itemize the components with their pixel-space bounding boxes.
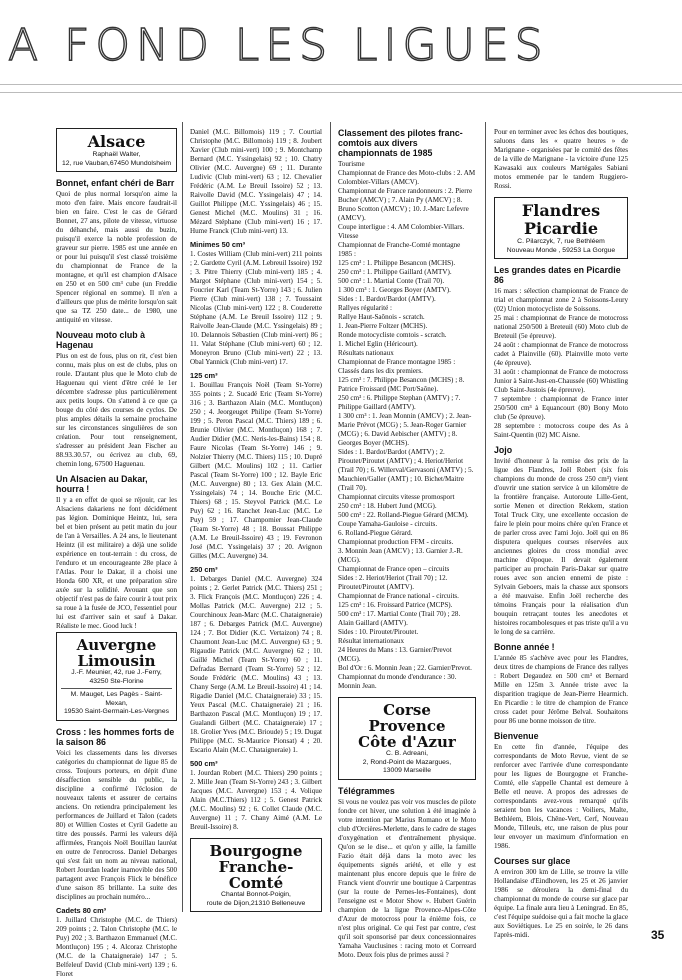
correspondent-address: C. Pilarczyk, 7, rue Bethléem xyxy=(517,238,605,245)
article-body: 16 mars : sélection championnat de France de trial et championnat zone 2 à Soissons-Leury (02) Union motocycliste de Soissons. 25 mai : championnat de France de motocross national 250/500 à Breteuil (60) Moto club de Breteuil (5e épreuve). 24 août : championnat de France de motocross cadet à Plainville (60). Plainville moto verte (4e épreuve). 31 août : championnat de France de motocross Junior à Saint-Just-en-Chaussée (60) Whistling Club Saint-Justois (4e épreuve). 7 septembre : championnat de France inter 250/500 cm³ à Equancourt (80) Bony Moto club (5e épreuve). 28 septembre : motocross coupe des As à Saint-Quentin (02) MC Aisne. xyxy=(494,287,628,439)
results-list: 1. Jourdan Robert (M.C. Thiers) 290 points ; 2. Mille Jean (Team St-Yorre) 243 ; 3. Gilbert Jacques (M.C. Auvergne) 153 ; 4. Volique Alain (M.C.Thiers) 112 ; 5. Genest Patrick (M.C. Moulins) 92 ; 6. Collet Claude (M.C. Auvergne) 11 ; 7. Chany Aimé (A.M. Le Breuil-Issoire) 8. xyxy=(190,769,322,831)
results-list: 1. Bouillau François Noël (Team St-Yorre) 355 points ; 2. Sucadé Eric (Team St-Yorre) 316 ; 3. Barthazon Alain (M.C. Montluçon) 250 ; 4. Jeorgeuget Philipe (Team St-Yorre) 199 ; 5. Peron Pascal (M.C. Thiers) 189 ; 6. Brunie Olivier (M.C. Montluçon) 168 ; 7. Audier Didier (M.C. Neris-les-Bains) 154 ; 8. Faure Nicolas (Team St-Yorre) 146 ; 9. Nolzier Thierry (M.C. Thiers) 115 ; 10. Dupré Gilbert (M.C. Moulins) 102 ; 11. Carlier Pascal (Team St-Yorre) 100 ; 12. Bayle Eric (M.C. Auvergne) 80 ; 13. Gex Alain (M.C. Yssingelais) 74 ; 14. Bouche Eric (M.C. Thiers) 68 ; 15. Steyvol Patrick (M.C. Le Puy) 62 ; 16. Ranchet Jean-Luc (M.C. Le Puy) 59 ; 17. Champomier Jean-Claude (Team St-Yorre) 48 ; 18. Boussat Philippe (A.M. Le Breuil-Issoire) 43 ; 19. Fevronon José (M.C. Yssingelais) 37 ; 20. Avignon Gilles (M.C. Auvergne) 34. xyxy=(190,381,322,560)
article-headline: Bienvenue xyxy=(494,731,539,741)
column-divider xyxy=(485,122,486,912)
region-box-flandres xyxy=(494,197,628,259)
column-3 xyxy=(338,128,476,961)
correspondent-address: 43250 Ste-Florine xyxy=(89,677,144,685)
region-title: Corse xyxy=(383,701,431,719)
region-title: Alsace xyxy=(87,132,146,151)
correspondent-address: Chantal Bonnot-Poigin, xyxy=(221,891,291,898)
region-title: Côte d'Azur xyxy=(358,733,456,751)
page-number: 35 xyxy=(651,928,665,942)
region-title: Limousin xyxy=(77,652,156,670)
results-list: 1. Juillard Christophe (M.C. de Thiers) 209 points ; 2. Talon Christophe (M.C. le Puy) 202 ; 3. Barthazon Emmanuel (M.C. Montluçon) 195 ; 4. Alcoraz Christophe (M.C. de la Chataigneraie) 147 ; 5. Belfeleuf David (Club mini-vert) 139 ; 6. Floret xyxy=(56,915,177,978)
article-headline: Classement des pilotes franc-comtois aux divers championnats de 1985 xyxy=(338,128,463,158)
region-box-alsace xyxy=(56,128,177,172)
article-headline: Courses sur glace xyxy=(494,856,571,866)
results-list: Daniel (M.C. Billomois) 119 ; 7. Courtial Christophe (M.C. Billomois) 119 ; 8. Joubert Xavier (Club mini-vert) 100 ; 9. Montchamp Bernard (M.C. Yssingelais) 92 ; 10. Chatry Olivier (M.C. Auvergne) 69 ; 11. Durante Ludivic (Club mini-vert) 63 ; 12. Chevalier Frédéric (A.M. Le Breuil Issoire) 52 ; 13. Raivolle David (M.C. Yssingelais) 47 ; 14. Guillot Philippe (M.C. Yssingelais) 46 ; 15. Genest Michel (M.C. Moulins) 31 ; 16. Mézard Stéphane (Club mini-vert) 16 ; 17. Hume Franck (Club mini-vert) 13. xyxy=(190,128,322,235)
article-body: Il y a en effet de quoi se réjouir, car les Alsaciens dakariens ne font décidément pas légion. Dominique Heintz, lui, sera bel et bien présent au petit matin du jour de l'an à Versailles. A 24 ans, le lieutenant Heintz (il est militaire) a déjà une solide expérience en tout-terrain : du cross, de l'enduro et un encourageante 28e place à l'Atlas. Pour le Dakar, il a choisi une Honda 600 XR, et une préparation sûre axée sur la solidité. Avouant que son objectif n'est pas de faire courir à tout prix sa roue à la fusée de JCO, l'essentiel pour lui est d'arriver sain et sauf à Dakar. Réaliste le mec. Good luck ! xyxy=(56,496,177,630)
correspondent-address: 19530 Saint-Germain-Les-Vergnes xyxy=(63,708,170,715)
header-rule xyxy=(0,92,682,93)
article-body: Quoi de plus normal lorsqu'on aime la moto d'en faire. Mais encore faudrait-il bien en faire. C'est le cas de Gérard Bonnet, 27 ans, pilote de vitesse, virtuose du déhanché, mais aussi du buzin, puisqu'il exerce la noble profession de graveur sur pierre. 1985 est une année en or pour lui puisqu'il s'est classé troisième du championnat de France de la montagne, et qu'il est champion d'Alsace en 250 et en 500 cm³ cube (un Freddie Spencer régional en somme). Il n'en a d'ailleurs que plus de mérite lorsqu'on sait que sa TZ 250 date... de 1980, une antiquité en vitesse. xyxy=(56,190,177,324)
category-heading: Minimes 50 cm³ xyxy=(190,240,246,249)
divider xyxy=(61,688,172,689)
correspondent-address: C. B. Adreani, xyxy=(386,750,428,757)
column-2 xyxy=(190,128,322,918)
correspondent-address: 13009 Marseille xyxy=(383,767,431,774)
article-headline: Les grandes dates en Picardie 86 xyxy=(494,265,621,285)
column-divider xyxy=(182,122,183,912)
article-headline: Télégrammes xyxy=(338,785,395,796)
results-list: 1. Costes William (Club mini-vert) 211 points ; 2. Gardette Cyril (A.M. Lebreuil Issoire) 192 ; 3. Pitre Thierry (Club mini-vert) 185 ; 4. Margot Stéphane (Club mini-vert) 154 ; 5. Foucrier Karl (Team St-Yorre) 143 ; 6. Julien Pierre (Club mini-vert) 138 ; 7. Toussaint Nicolas (Club mini-vert) 122 ; 8. Couderette Stéphane (A.M. Le Breuil Issoire) 112 ; 9. Raivolle Jean-Claude (M.C. Yssingelais) 89 ; 10. Delannois Sébastien (Club mini-vert) 86 ; 11. Valat Stéphane (Club mini-vert) 60 ; 12. Moneyron Bruno (Club mini-vert) 22 ; 13. Obal Yannick (Club mini-vert) 17. xyxy=(190,250,322,366)
column-4 xyxy=(494,128,628,941)
region-title: Comté xyxy=(228,874,284,892)
region-title: Franche- xyxy=(218,858,294,876)
region-title: Flandres xyxy=(521,201,601,220)
correspondent-name: Raphaël Walter, xyxy=(92,151,141,158)
correspondent-address: 12, rue Vauban,67450 Mundolsheim xyxy=(61,159,172,167)
article-body: Si vous ne voulez pas voir vos muscles de pilote fondre cet hiver, une solution à été imaginée à votre intention par Marius Romano et le Moto club d'Orcières-Merlette, dans le cadre de stages d'oxygénation et d'entraînement physique. Qu'on se le dise... et qu'on y aille, la famille Fazio était déjà dans la moto avec les équipements signés ariété, et elle y est maintenant plus encore depuis que le frère de Franck vient d'ouvrir une boutique à Carpentras (sur la route de Pernes-les-Fontaines), dont l'enseigne est « Motor Show ». Hubert Guérin champion de la ligue Provence-Alpes-Côte d'Azur de motocross pour la énième fois, ce n'est plus original. Ce qui l'est par contre, c'est qu'il soit sponsorisé par deux concessionnaires Yamaha Vauclusines : racing moto et Correard Moto. Deux fois plus de primes aussi ? xyxy=(338,797,476,959)
region-title: Auvergne xyxy=(76,636,157,654)
article-headline: Un Alsacien au Dakar, hourra ! xyxy=(56,474,148,494)
correspondent-address: M. Mauget, Les Pagès - Saint-Mexan, xyxy=(70,691,163,707)
article-body: Plus on est de fous, plus on rit, c'est bien connu, mais plus on est de clubs, plus on roule. D'autant plus que le Moto club de Haguenau qui vient d'être créé le 1er décembre s'adresse plus particulièrement aux petits loups. On s'attend à ce que ça bouge du côté des courses de cyclos. De plus amples détails la semaine prochaine sur les circonstances singulières de son création. Pour tout renseignement, s'adresser au président Jean Fischer au 88.93.30.57, ou écrivez au club, 69, chemin long, 67500 Haguenau. xyxy=(56,352,177,468)
category-heading: 500 cm³ xyxy=(190,759,218,768)
region-box-corse xyxy=(338,697,476,780)
region-box-auvergne xyxy=(56,632,177,721)
page-header xyxy=(0,0,682,118)
article-body: Voici les classements dans les diverses catégories du championnat de ligue 85 de cross. Toujours porteurs, en dépit d'une désaffection sensible du public, la discipline a confirmé l'éclosion de nouveaux talents et assurer de certains anciens. On retiendra principalement les performances de Juillard et Talon (cadets 80) et Willien Costes et Cyril Gadette au titre des poussés. Parmi les valeurs déjà affirmées, François Noël Bouillau lauréat en outre de l'enrocross. Daniel Debarges qui s'est fait un nom au niveau national, Robert Jourdan leader inamovible des 500 partagent avec François Flick le bénéfice d'une saison 85 brillante. La suite des disciplines au prochain numéro... xyxy=(56,748,177,901)
article-body: L'année 85 s'achève avec pour les Flandres, deux titres de champions de France des rallyes : Robert Degaudez en 500 cm³ et Bernard Mille en 125m 3. Année triste avec la disparition tragique de Jean-Pierre Hearmich. En Picardie : le titre de champion de France cross cadet pour Jérôme Belval. Souhaitons pour 86 une bonne moisson de titre. xyxy=(494,654,628,725)
category-heading: Cadets 80 cm³ xyxy=(56,905,107,915)
article-headline: Bonne année ! xyxy=(494,642,555,652)
page-title: A FOND LES LIGUES xyxy=(8,20,549,71)
correspondent-address: J.-F. Meunier, 42, rue J.-Ferry, xyxy=(71,669,162,676)
header-rule xyxy=(0,84,682,85)
category-heading: 125 cm³ xyxy=(190,371,218,380)
correspondent-address: Nouveau Monde , 59253 La Gorgue xyxy=(506,246,616,254)
results-list: Tourisme Championnat de France des Moto-clubs : 2. AM Colombier-Villars (AMCV). Championnat de France randonneurs : 2. Pierre Bucher (AMCV) ; 7. Alain Py (AMCV) ; 8. Bruno Scotton (AMCV) ; 10. J.-Marc Lefevre (AMCV). Coupe interligue : 4. AM Colombier-Villars. Vitesse Championnat de Franche-Comté montagne 1985 : 125 cm³ : 1. Philippe Besancon (MCHS). 250 cm³ : 1. Philippe Gaillard (AMTV). 500 cm³ : 1. Martial Conte (Trail 70). 1 300 cm³ : 1. Georges Boyer (AMTV). Sides : 1. Bardot/Bardot (AMTV). Rallyes régularité : Rallye Haut-Saônois - scratch. 1. Jean-Pierre Foltzer (MCHS). Ronde motocycliste comtois - scratch. 1. Michel Eglin (Héricourt). Résultats nationaux Championnat de France montagne 1985 : Classés dans les dix premiers. 125 cm³ : 7. Philippe Besancon (MCHS) ; 8. Patrice Froissard (MC Port/Saône). 250 cm³ : 6. Philippe Stephan (AMTV) ; 7. Philippe Gaillard (AMTV). 1 300 cm³ : 1. Jean Monnin (AMCV) ; 2. Jean-Marie Prévot (MCG) ; 5. Jean-Roger Garnier (MCG) ; 6. David Aebischer (AMTV) ; 8. Georges Boyer (MCHS). Sides : 1. Bardot/Bardot (AMTV) ; 2. Piroutet/Piroutet (AMTV) ; 4. Heriot/Heriot (Trail 70) ; 6. Willerval/Gervasoni (AMTV) ; 5. Mauchien/Galler (AMT) ; 10. Bichet/Maitre (Trail 70). Championnat circuits vitesse promosport 250 cm³ : 18. Hubert Jund (MCG). 500 cm³ : 22. Rolland-Piegue Gérard (MCM). Coupe Yamaha-Gauloise - circuits. 6. Rolland-Piegue Gérard. Championnat production FFM - circuits. 3. Monnin Jean (AMCV) ; 13. Garnier J.-R. (MCG). Championnat de France open – circuits Sides : 2. Heriot/Heriot (Trail 70) ; 12. Piroutet/Piroutet (AMTV). Championnat de France national - circuits. 125 cm³ : 16. Froissard Patrice (MCPS). 500 cm³ : 17. Martial Conte (Trail 70) ; 28. Alain Gaillard (AMTV). Sides : 10. Piroutet/Piroutet. Résultat internationaux 24 Heures du Mans : 13. Garnier/Prevot (MCG). Bol d'Or : 6. Monnin Jean ; 22. Garnier/Prevot. Championnat du monde d'endurance : 30. Monnin Jean. xyxy=(338,160,476,690)
region-title: Bourgogne xyxy=(209,842,303,860)
article-headline: Cross : les hommes forts de la saison 86 xyxy=(56,726,175,747)
region-title: Provence xyxy=(368,717,446,735)
article-body: Invité d'honneur à la remise des prix de la ligue des Flandres, Joël Robert (six fois champions du monde de cross 250 cm³) vient d'ouvrir une station service à un kilomètre de la frontière française. Autoroute Lille-Gent, sortie Menen et direction Rekkem, station Total Truck City, une excellente occasion de faire le plein pour moins chère qu'en France et de parler cross avec l'ami Jojo. Joël qui en 86 disputera quelques courses réservées aux anciennes gloires du cross mondial avec machine d'époque. Il devait également participer au prochain Paris-Dakar sur quatre roues avec son ancien ennemi de piste : Sylvain Geboers, mais la chasse aux sponsors a été mauvaise. Enfin Joël recherche des témoins Français pour la réalisation d'un bouquin retraçant toutes les anecdotes et histoires rocambolesques et pas triste qu'il a vu le long de sa carrière. xyxy=(494,457,628,636)
article-headline: Jojo xyxy=(494,445,513,455)
column-1 xyxy=(56,128,177,980)
results-list: 1. Debarges Daniel (M.C. Auvergne) 324 points ; 2. Gerlet Patrick (M.C. Thiers) 251 ; 3. Flick François (M.C. Montluçon) 226 ; 4. Mollas Patrick (M.C. Auvergne) 212 ; 5. Courchinoux Jean-Marc (M.C. Chataigneraie) 187 ; 6. Debarges Patrick (M.C. Auvergne) 124 ; 7. Bot Didier (K.C. Vertaizon) 74 ; 8. Chaumont Jean-Luc (M.C. Auvergne) 63 ; 9. Rigaudie Patrick (M.C. Auvergne) 62 ; 10. Gaillé Michel (Team St-Yorre) 60 ; 11. Defradas Bernard (Team St-Yorre) 52 ; 12. Soude Frédéric (M.C. Moulins) 43 ; 13. Chany Serge (A.M. Le Breuil-Issoire) 41 ; 14. Rigadie Daniel (M.C. Chataigneraie) 33 ; 15. Yeux Pascal (M.C. Chataigneraie) 21 ; 16. Barthazon Pascal (M.C. Montluçon) 19 ; 17. Gualandi Gilbert (M.C. Chataigneraie) 17 ; 18. Grolier Yves (M.C. Brioude) 5 ; 19. Dugat Philippe (M.C. St-Maurice Pionsat) 4 ; 20. Escario Alain (M.C. Chataigneraie) 1. xyxy=(190,575,322,754)
region-box-bourgogne xyxy=(190,838,322,912)
correspondent-address: 2, Rond-Point de Mazargues, xyxy=(362,758,452,766)
column-divider xyxy=(330,122,331,912)
region-title: Picardie xyxy=(523,219,599,238)
category-heading: 250 cm³ xyxy=(190,565,218,574)
article-body: A environ 300 km de Lille, se trouve la ville Hollandaise d'Eindhoven, les 25 et 26 janvier 1986 se déroulera la demi-final du championnat du monde de course sur glace par équipe. La finale aura lieu à Leningrad. En 85, c'est l'équipe suédoise qui a fait moche la glace aux Soviétiques. Le 25 en soirée, le 26 dans l'après-midi. xyxy=(494,868,628,939)
article-body: En cette fin d'année, l'équipe des correspondants de Moto Revue, vient de se renforcer avec l'arrivée d'une correspondante pour les ligues de Bourgogne et Franche-Comté, elle s'appelle Chantal est demeure à Belle etl neuve. A propos des adresses de correspondants avez-vous remarqué qu'ils seraient bon les vacances : Voiliers, Malte, Bethléem, Blois, Chêne-Vert, Cerf, Nouveau Monde, Tilleuls, etc, une raison de plus pour leur envoyer un maximum d'information en 1986. xyxy=(494,743,628,850)
article-headline: Nouveau moto club à Hagenau xyxy=(56,330,145,350)
article-headline: Bonnet, enfant chéri de Barr xyxy=(56,178,175,188)
correspondent-address: route de Dijon,21310 Belleneuve xyxy=(206,899,306,907)
article-body: Pour en terminer avec les échos des boutiques, saluons dans les « quatre heures » de Marignane - organisées par le comité des fêtes de la ville de Marignane - la victoire d'une 125 Kawasaki aux couleurs Martégales Sabiani motos emmenée par le tandem Ruggiero-Rossi. xyxy=(494,128,628,190)
